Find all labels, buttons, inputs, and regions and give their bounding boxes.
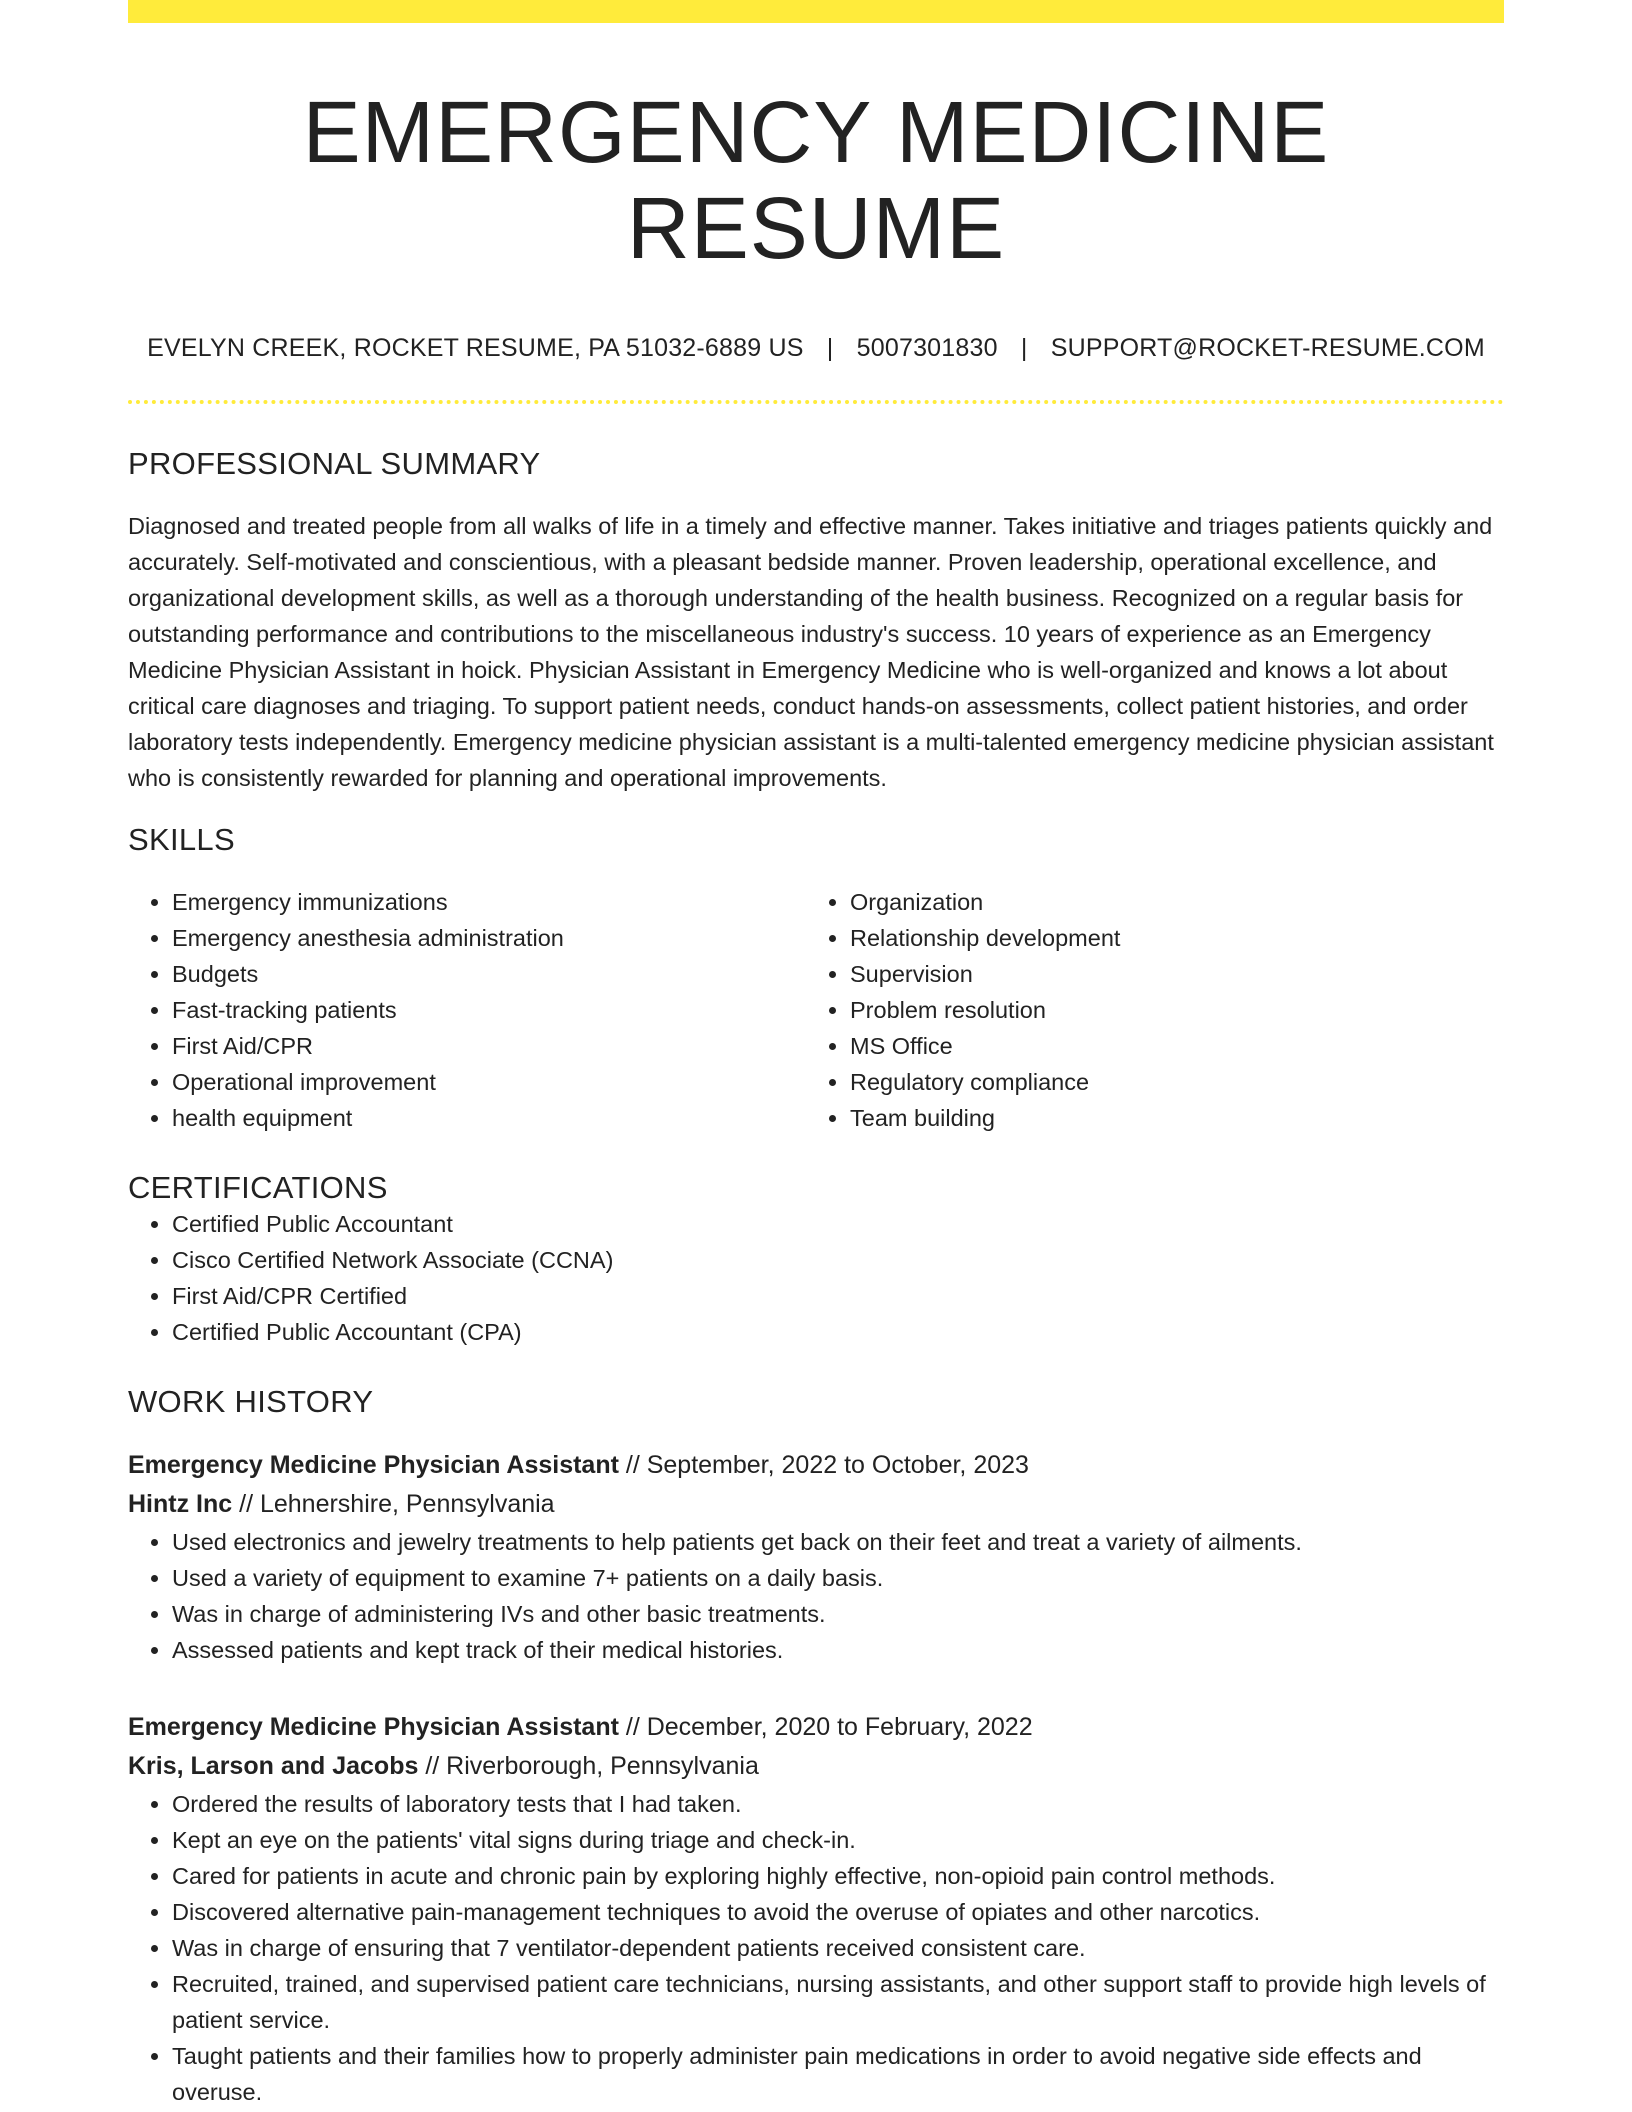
job-company: Kris, Larson and Jacobs: [128, 1752, 419, 1781]
job-bullet: • Ordered the results of laboratory tests that I had taken.: [172, 1786, 1504, 1822]
contact-phone: 5007301830: [856, 334, 998, 363]
job-location: // Lehnershire, Pennsylvania: [232, 1490, 555, 1519]
job-entry: [128, 1446, 1504, 1668]
job-role-line: [128, 1446, 1504, 1485]
certifications-heading: CERTIFICATIONS: [128, 1170, 388, 1206]
skill-item: • Emergency anesthesia administration: [172, 920, 806, 956]
job-company-line: [128, 1747, 1504, 1786]
skill-item: • Regulatory compliance: [850, 1064, 1484, 1100]
skill-item: • Operational improvement: [172, 1064, 806, 1100]
certification-item: • First Aid/CPR Certified: [172, 1278, 1504, 1314]
job-dates: // December, 2020 to February, 2022: [618, 1713, 1033, 1742]
certification-item: • Cisco Certified Network Associate (CCNA): [172, 1242, 1504, 1278]
dotted-divider: [128, 400, 1504, 404]
job-company: Hintz Inc: [128, 1490, 233, 1519]
job-bullets: [128, 1786, 1504, 2110]
job-role: Emergency Medicine Physician Assistant: [128, 1451, 619, 1480]
skills-column-right: [806, 884, 1484, 1136]
certification-item: • Certified Public Accountant: [172, 1206, 1504, 1242]
skills-column-left: [128, 884, 806, 1136]
job-bullet: • Was in charge of administering IVs and other basic treatments.: [172, 1596, 1504, 1632]
skills-columns: [128, 884, 1504, 1136]
job-company-line: [128, 1485, 1504, 1524]
contact-separator: |: [826, 334, 834, 363]
skills-list-left: [128, 884, 806, 1136]
skill-item: • Team building: [850, 1100, 1484, 1136]
resume-title: EMERGENCY MEDICINE RESUME: [302, 84, 1330, 277]
job-bullet: • Was in charge of ensuring that 7 ventilator-dependent patients received consistent care.: [172, 1930, 1504, 1966]
job-bullets: [128, 1524, 1504, 1668]
job-location: // Riverborough, Pennsylvania: [418, 1752, 759, 1781]
job-bullet: • Used electronics and jewelry treatments to help patients get back on their feet and treat a variety of ailments.: [172, 1524, 1504, 1560]
skill-item: • First Aid/CPR: [172, 1028, 806, 1064]
job-bullet: • Assessed patients and kept track of their medical histories.: [172, 1632, 1504, 1668]
skill-item: • Relationship development: [850, 920, 1484, 956]
skill-item: • Supervision: [850, 956, 1484, 992]
certification-item: • Certified Public Accountant (CPA): [172, 1314, 1504, 1350]
skill-item: • Problem resolution: [850, 992, 1484, 1028]
skill-item: • Fast-tracking patients: [172, 992, 806, 1028]
job-bullet: • Discovered alternative pain-management techniques to avoid the overuse of opiates and other narcotics.: [172, 1894, 1504, 1930]
job-role-line: [128, 1708, 1504, 1747]
skill-item: • health equipment: [172, 1100, 806, 1136]
work-history-heading: WORK HISTORY: [128, 1384, 374, 1420]
accent-bar: [128, 0, 1504, 23]
skills-list-right: [806, 884, 1484, 1136]
skill-item: • Organization: [850, 884, 1484, 920]
job-bullet: • Kept an eye on the patients' vital signs during triage and check-in.: [172, 1822, 1504, 1858]
summary-text: Diagnosed and treated people from all walks of life in a timely and effective manner. Takes initiative and triages patients quickly and accurately. Self-motivated and conscientious, with a pleasant bedside manner. Proven leadership, operational excellence, and organizational development skills, as well as a thorough understanding of the health business. Recognized on a regular basis for outstanding performance and contributions to the miscellaneous industry's success. 10 years of experience as an Emergency Medicine Physician Assistant in hoick. Physician Assistant in Emergency Medicine who is well-organized and knows a lot about critical care diagnoses and triaging. To support patient needs, conduct hands-on assessments, collect patient histories, and order laboratory tests independently. Emergency medicine physician assistant is a multi-talented emergency medicine physician assistant who is consistently rewarded for planning and operational improvements.: [128, 513, 1494, 792]
summary-heading: PROFESSIONAL SUMMARY: [128, 446, 541, 482]
skill-item: • Emergency immunizations: [172, 884, 806, 920]
job-bullet: • Used a variety of equipment to examine 7+ patients on a daily basis.: [172, 1560, 1504, 1596]
job-bullet: • Recruited, trained, and supervised patient care technicians, nursing assistants, and other support staff to provide high levels of patient service.: [172, 1966, 1504, 2038]
contact-line: [128, 334, 1504, 363]
skill-item: • Budgets: [172, 956, 806, 992]
contact-email: SUPPORT@ROCKET-RESUME.COM: [1050, 334, 1485, 363]
job-entry: [128, 1708, 1504, 2110]
contact-address: EVELYN CREEK, ROCKET RESUME, PA 51032-6889 US: [147, 334, 804, 363]
job-role: Emergency Medicine Physician Assistant: [128, 1713, 619, 1742]
contact-separator: |: [1020, 334, 1028, 363]
certifications-list: [128, 1206, 1504, 1350]
job-dates: // September, 2022 to October, 2023: [618, 1451, 1029, 1480]
job-bullet: • Taught patients and their families how to properly administer pain medications in order to avoid negative side effects and overuse.: [172, 2038, 1504, 2110]
skill-item: • MS Office: [850, 1028, 1484, 1064]
resume-page: [128, 0, 1504, 2110]
job-bullet: • Cared for patients in acute and chronic pain by exploring highly effective, non-opioid pain control methods.: [172, 1858, 1504, 1894]
skills-heading: SKILLS: [128, 822, 235, 858]
